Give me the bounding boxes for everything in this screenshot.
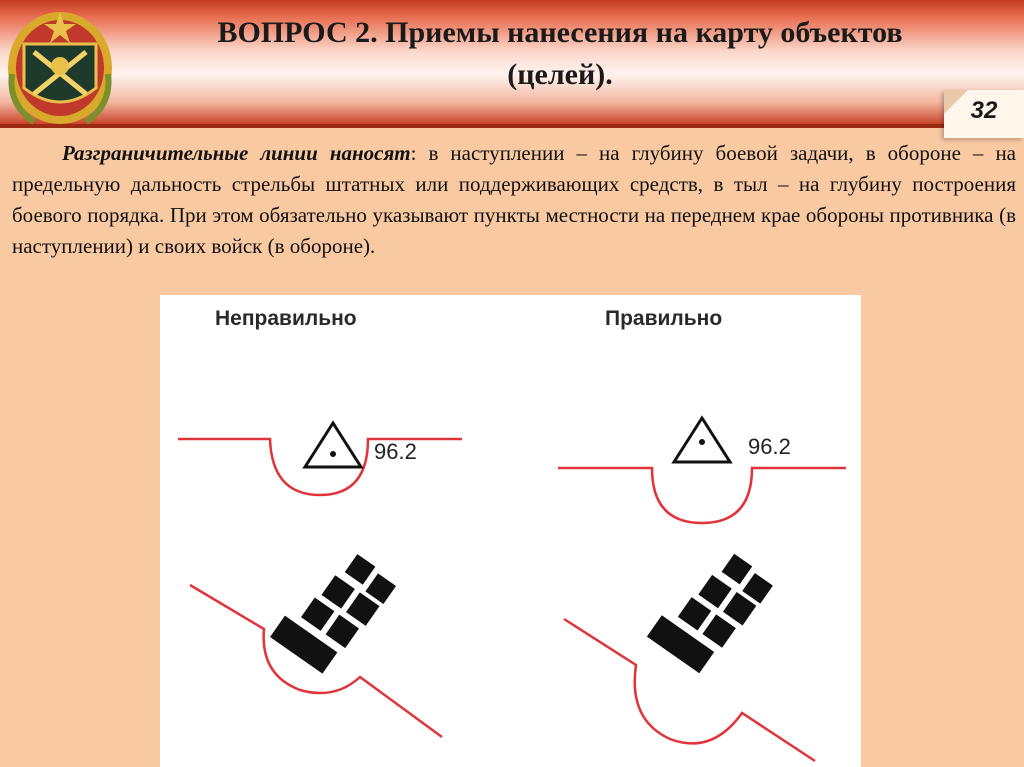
header-bar <box>0 0 1024 128</box>
wrong-settlement-example <box>190 540 442 737</box>
triangulation-point-icon <box>305 423 361 467</box>
label-right: Правильно <box>605 307 723 330</box>
lead-term: Разграничительные линии наносят <box>62 141 411 165</box>
settlement-blocks-icon <box>647 540 775 679</box>
triangulation-point-icon <box>674 418 730 462</box>
title-line-2: (целей). <box>507 58 613 91</box>
page-title <box>130 12 990 96</box>
height-mark-wrong: 96.2 <box>374 439 417 464</box>
body-paragraph <box>12 138 1016 262</box>
boundary-line-right-1 <box>558 468 846 523</box>
right-height-example <box>558 418 846 523</box>
right-settlement-example <box>564 540 815 761</box>
title-line-1: ВОПРОС 2. Приемы нанесения на карту объектов <box>217 16 903 49</box>
body-text: : в наступлении – на глубину боевой задачи, в обороне – на предельную дальность стрельбы штатных или поддерживающих средств, в тыл – на глубину построения боевого порядка. При этом обязательно указывают пункты местности на переднем крае обороны противника (в наступлении) и своих войск (в обороне). <box>12 141 1017 258</box>
wrong-height-example <box>178 423 462 495</box>
military-academy-emblem-icon <box>4 4 116 128</box>
boundary-lines-figure <box>160 295 861 767</box>
label-wrong: Неправильно <box>215 307 357 330</box>
settlement-blocks-icon <box>270 540 398 679</box>
height-mark-right: 96.2 <box>748 434 791 459</box>
page-number: 32 <box>970 97 998 124</box>
